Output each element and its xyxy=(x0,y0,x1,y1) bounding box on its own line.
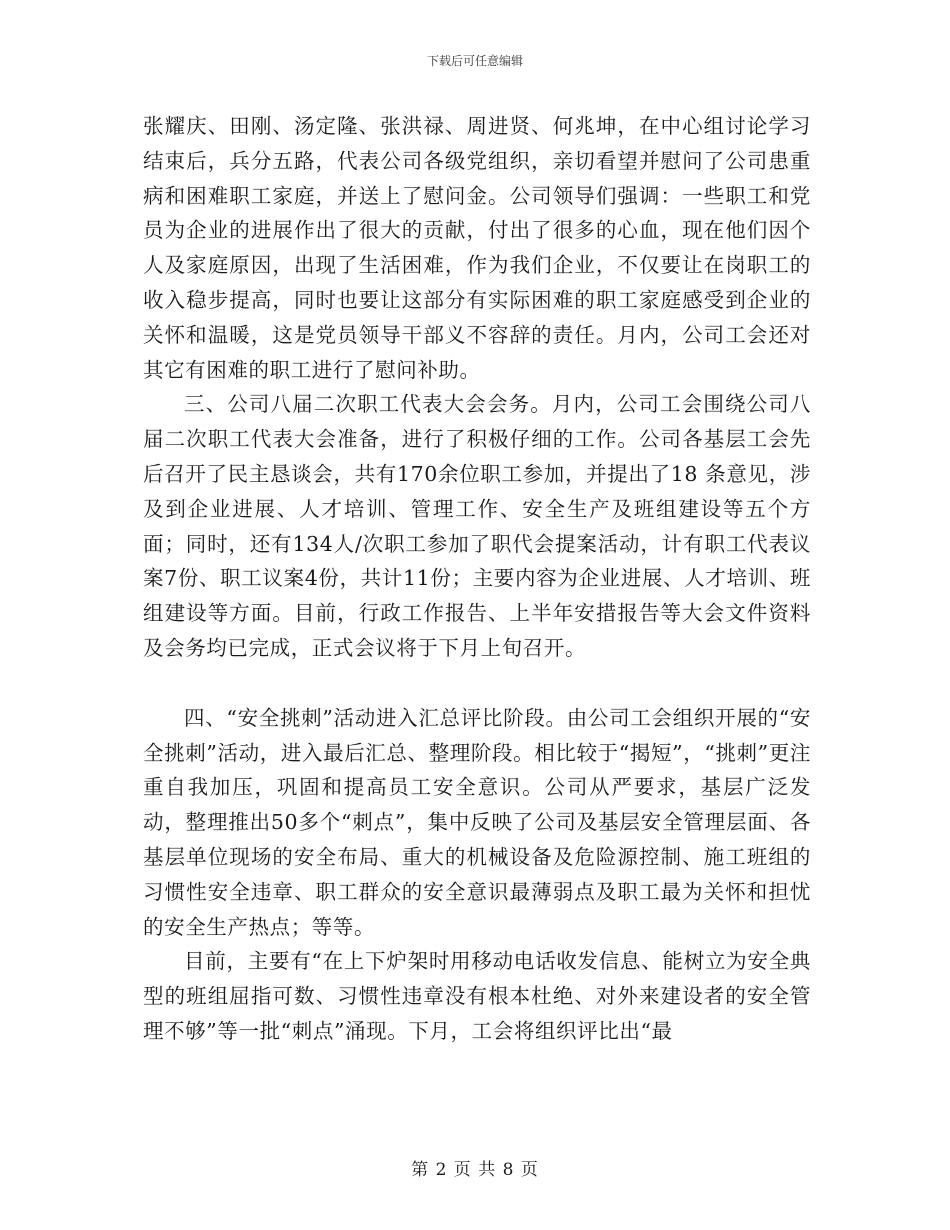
paragraph-safety-critique: 四、“安全挑刺”活动进入汇总评比阶段。由公司工会组织开展的“安全挑刺”活动，进入最后汇总、整理阶段。相比较于“揭短”，“挑刺”更注重自我加压，巩固和提高员工安全意识。公司从严要求，基层广泛发动，整理推出50多个“刺点”，集中反映了公司及基层安全管理层面、各基层单位现场的安全布局、重大的机械设备及危险源控制、施工班组的习惯性安全违章、职工群众的安全意识最薄弱点及职工最为关怀和担忧的安全生产热点；等等。 xyxy=(143,705,811,939)
document-body xyxy=(143,109,811,1049)
page-number: 第 2 页 共 8 页 xyxy=(411,1160,539,1180)
page-header: 下载后可任意编辑 xyxy=(426,54,523,68)
paragraph-workers-congress: 三、公司八届二次职工代表大会会务。月内，公司工会围绕公司八届二次职工代表大会准备，进行了积极仔细的工作。公司各基层工会先后召开了民主恳谈会，共有170余位职工参加，并提出了18 条意见，涉及到企业进展、人才培训、管理工作、安全生产及班组建设等五个方面；同时，还有134人/次职工参加了职代会提案活动，计有职工代表议案7份、职工议案4份，共计11份；主要内容为企业进展、人才培训、班组建设等方面。目前，行政工作报告、上半年安措报告等大会文件资料及会务均已完成，正式会议将于下月上旬召开。 xyxy=(143,392,811,660)
paragraph-current-issues: 目前，主要有“在上下炉架时用移动电话收发信息、能树立为安全典型的班组屈指可数、习惯性违章没有根本杜绝、对外来建设者的安全管理不够”等一批“刺点”涌现。下月，工会将组织评比出“最 xyxy=(143,949,811,1043)
paragraph-gap xyxy=(143,666,811,701)
paragraph-condolence-visits: 张耀庆、田刚、汤定隆、张洪禄、周进贤、何兆坤，在中心组讨论学习结束后，兵分五路，代表公司各级党组织，亲切看望并慰问了公司患重病和困难职工家庭，并送上了慰问金。公司领导们强调：一些职工和党员为企业的进展作出了很大的贡献，付出了很多的心血，现在他们因个人及家庭原因，出现了生活困难，作为我们企业，不仅要让在岗职工的收入稳步提高，同时也要让这部分有实际困难的职工家庭感受到企业的关怀和温暖，这是党员领导干部义不容辞的责任。月内，公司工会还对其它有困难的职工进行了慰问补助。 xyxy=(143,114,811,382)
